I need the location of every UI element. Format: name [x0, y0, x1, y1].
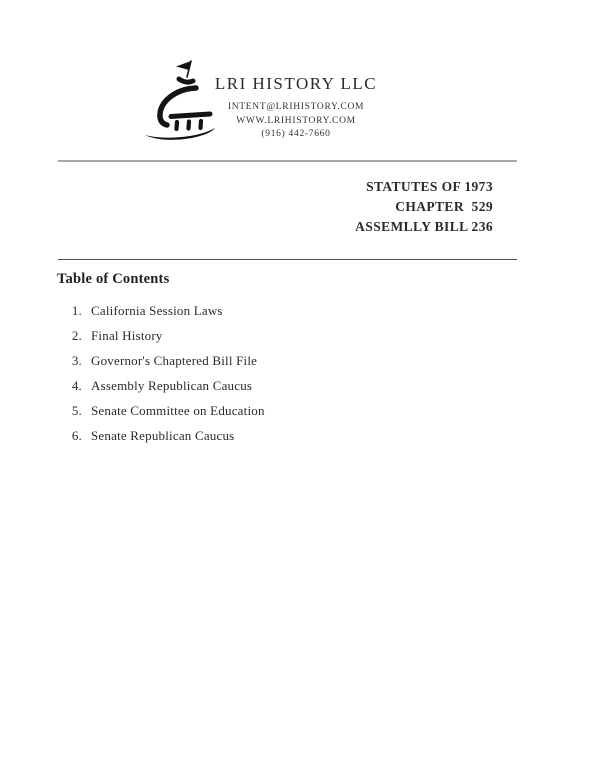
company-name: LRI HISTORY LLC	[214, 74, 378, 93]
toc-item-label: Final History	[91, 328, 163, 343]
bill-reference	[355, 177, 493, 237]
toc-item-label: Senate Committee on Education	[91, 403, 265, 418]
toc-item-number: 6.	[71, 428, 82, 443]
assembly-bill-line: ASSEMLLY BILL 236	[355, 219, 493, 234]
toc-item-label: Governor's Chaptered Bill File	[91, 353, 258, 368]
divider-bottom	[58, 259, 517, 260]
toc-item-number: 2.	[71, 328, 82, 343]
toc-title: Table of Contents	[57, 271, 170, 287]
statutes-line: STATUTES OF 1973	[366, 179, 493, 194]
toc-item	[64, 353, 265, 378]
toc-item	[64, 303, 265, 328]
toc-item-label: Senate Republican Caucus	[91, 428, 235, 443]
toc-item	[64, 328, 265, 353]
toc-item	[64, 428, 265, 453]
chapter-line: CHAPTER 529	[395, 199, 493, 214]
toc-item-number: 4.	[71, 378, 82, 393]
toc-item-number: 1.	[71, 303, 82, 318]
company-website: WWW.LRIHISTORY.COM	[236, 115, 356, 126]
toc-item-label: California Session Laws	[91, 303, 223, 318]
toc-item	[64, 378, 265, 403]
toc-item	[64, 403, 265, 428]
toc-list	[64, 303, 265, 453]
toc-item-label: Assembly Republican Caucus	[91, 378, 253, 393]
toc-item-number: 3.	[71, 353, 82, 368]
company-phone: (916) 442-7660	[261, 129, 331, 139]
letterhead	[176, 74, 416, 142]
divider-top	[58, 160, 517, 162]
toc-item-number: 5.	[71, 403, 82, 418]
company-email: INTENT@LRIHISTORY.COM	[227, 102, 365, 112]
